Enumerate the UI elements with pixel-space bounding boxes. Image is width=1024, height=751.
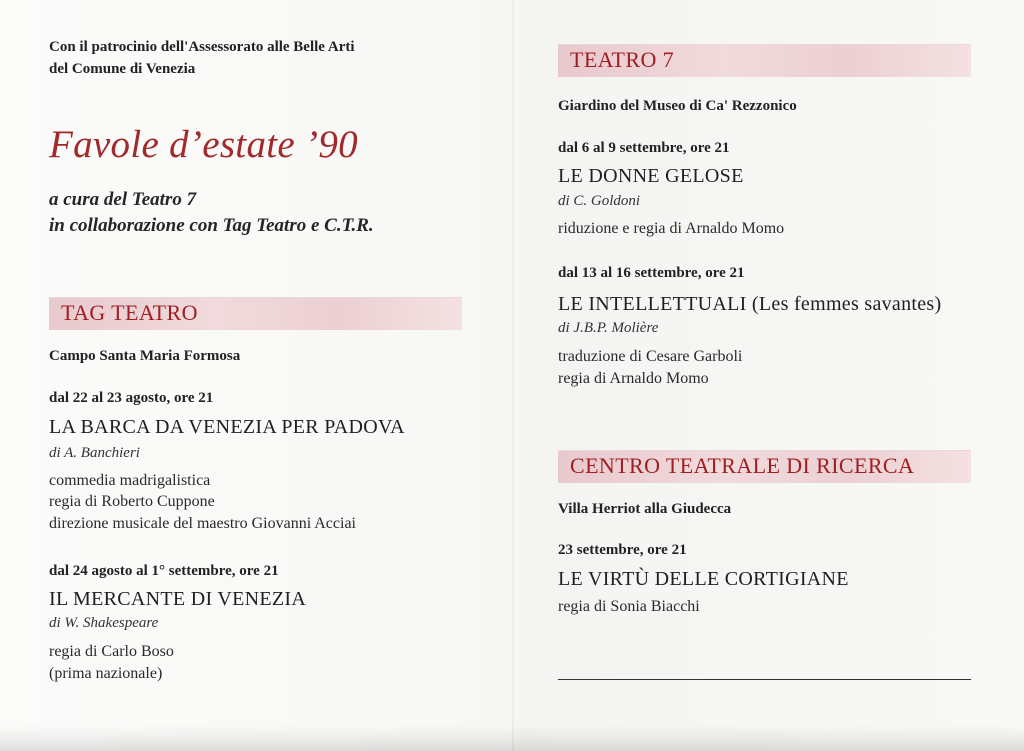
event-author: di J.B.P. Molière (558, 320, 659, 336)
event-credit: riduzione e regia di Arnaldo Momo (558, 220, 785, 237)
event-credit: (prima nazionale) (49, 665, 163, 682)
event-author: di A. Banchieri (49, 445, 140, 461)
venue-teatro-7: Giardino del Museo di Ca' Rezzonico (558, 98, 797, 114)
event-date: dal 6 al 9 settembre, ore 21 (558, 140, 730, 156)
signature-rule (558, 679, 971, 680)
scan-shadow (0, 725, 1024, 751)
event-credit: traduzione di Cesare Garboli (558, 348, 743, 365)
event-date: dal 13 al 16 settembre, ore 21 (558, 265, 745, 281)
subtitle-line-1: a cura del Teatro 7 (49, 189, 197, 210)
section-heading-teatro-7: TEATRO 7 (570, 47, 675, 72)
event-credit: regia di Sonia Biacchi (558, 598, 700, 615)
event-date: dal 24 agosto al 1° settembre, ore 21 (49, 563, 279, 579)
event-author: di C. Goldoni (558, 193, 641, 209)
event-title: LE DONNE GELOSE (558, 165, 744, 187)
section-band-ctr (558, 450, 971, 483)
event-credit: regia di Carlo Boso (49, 643, 174, 660)
center-fold (512, 0, 514, 751)
event-date: 23 settembre, ore 21 (558, 542, 687, 558)
section-band-tag-teatro (49, 297, 462, 330)
event-credit: direzione musicale del maestro Giovanni Acciai (49, 515, 356, 532)
festival-title: Favole d’estate ’90 (49, 123, 358, 166)
subtitle-line-2: in collaborazione con Tag Teatro e C.T.R. (49, 215, 374, 236)
venue-ctr: Villa Herriot alla Giudecca (558, 501, 732, 517)
event-title: LA BARCA DA VENEZIA PER PADOVA (49, 416, 405, 438)
event-title: LE INTELLETTUALI (Les femmes savantes) (558, 293, 942, 315)
event-credit: regia di Arnaldo Momo (558, 370, 709, 387)
event-credit: regia di Roberto Cuppone (49, 493, 215, 510)
section-heading-ctr: CENTRO TEATRALE DI RICERCA (570, 453, 915, 478)
event-title: IL MERCANTE DI VENEZIA (49, 588, 307, 610)
event-credit: commedia madrigalistica (49, 472, 211, 489)
section-band-teatro-7 (558, 44, 971, 77)
event-author: di W. Shakespeare (49, 615, 159, 631)
venue-tag-teatro: Campo Santa Maria Formosa (49, 348, 241, 364)
event-title: LE VIRTÙ DELLE CORTIGIANE (558, 568, 849, 590)
patronage-line-2: del Comune di Venezia (49, 61, 196, 77)
patronage-line-1: Con il patrocinio dell'Assessorato alle Belle Arti (49, 39, 355, 55)
event-date: dal 22 al 23 agosto, ore 21 (49, 390, 214, 406)
section-heading-tag-teatro: TAG TEATRO (61, 300, 198, 325)
